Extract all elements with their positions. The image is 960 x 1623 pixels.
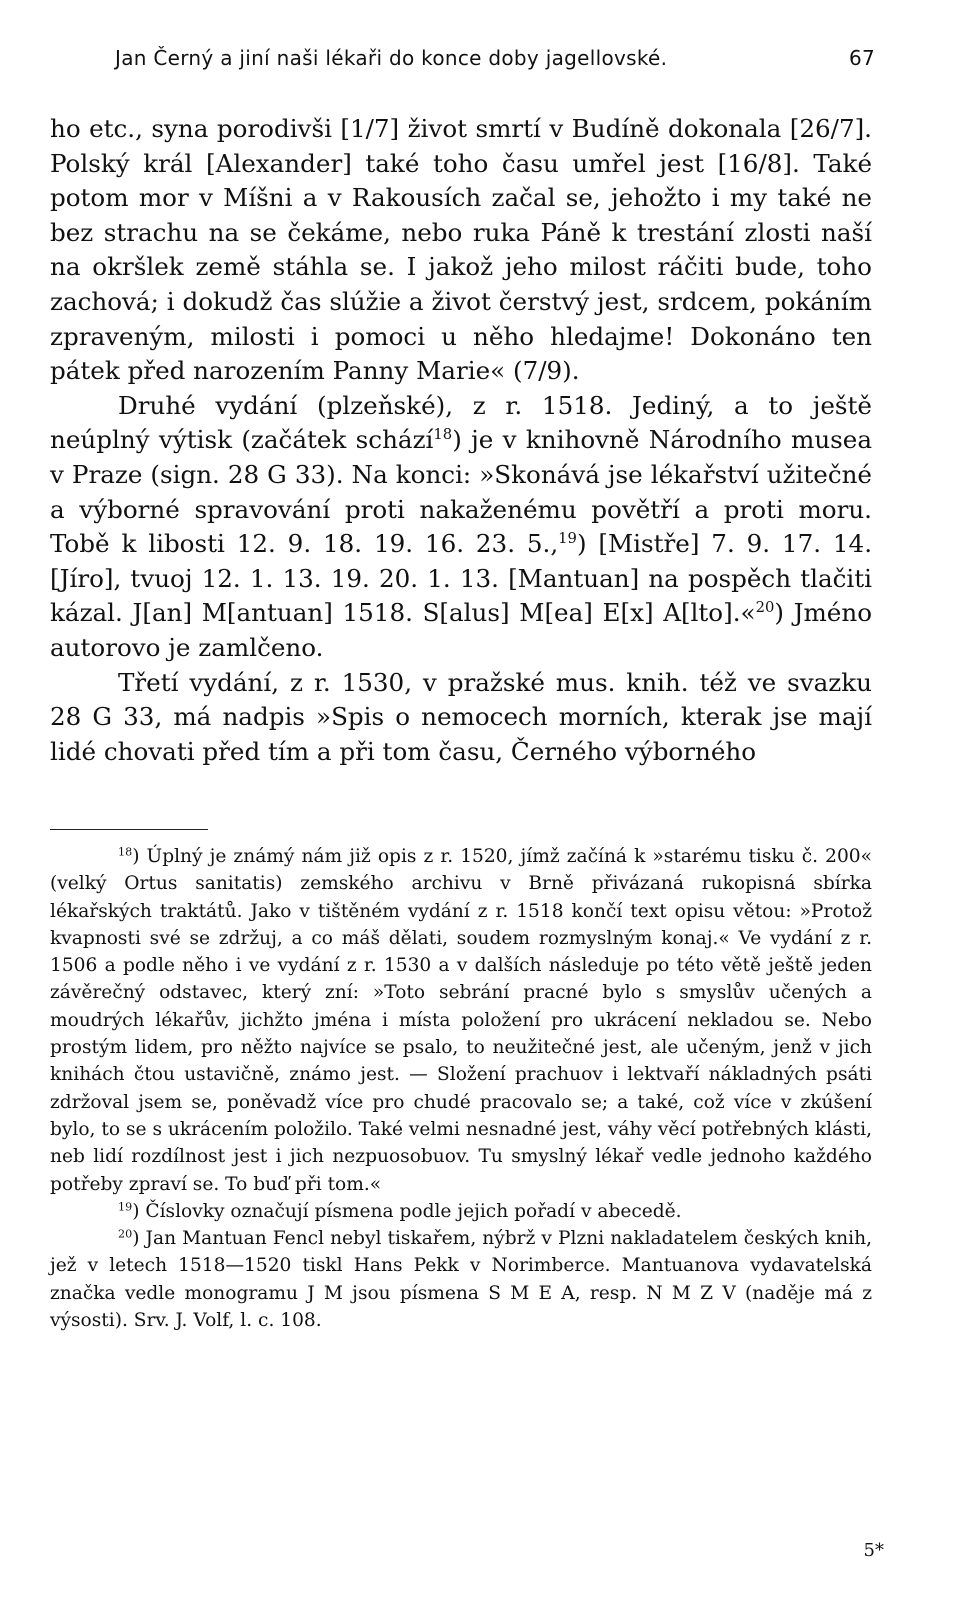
paragraph-third-edition: Třetí vydání, z r. 1530, v pražské mus. knih. též ve svazku 28 G 33, má nadpis »Spis o nemocech morních, kterak jse mají lidé chovati před tím a při tom času, Černého výborného <box>50 667 872 766</box>
footnote-mark: 19 <box>118 1200 133 1214</box>
text-run: ) je v knihovně Národního musea v Praze (sign. 28 G 33). Na konci: »Skonává jse lékařství užitečné a výborné spravování proti nakaženému povětří a proti moru. Tobě k libosti 12. 9. 18. 19. 16. 23. 5., <box>50 425 872 559</box>
footnote-18 <box>50 843 872 1198</box>
text-run: ) Jméno autorovo je zamlčeno. <box>50 598 872 662</box>
footnote-mark: 18 <box>118 845 133 859</box>
text-run: ) [Mistře] 7. 9. 17. 14. [Jíro], tvuoj 12. 1. 13. 19. 20. 1. 13. [Mantuan] na pospěch tlačiti kázal. J[an] M[antuan] 1518. S[alus] M[ea] E[x] A[lto].« <box>50 529 873 628</box>
footnote-ref-18: 18 <box>433 426 453 444</box>
footnote-text: ) Číslovky označují písmena podle jejich pořadí v abecedě. <box>132 1200 682 1222</box>
signature-mark: 5* <box>863 1540 884 1561</box>
text-run: Druhé vydání (plzeňské), z r. 1518. Jediný, a to ještě neúplný výtisk (začátek schází <box>50 390 872 455</box>
page-number: 67 <box>848 46 875 70</box>
footnote-ref-20: 20 <box>755 599 775 617</box>
footnote-text: ) Jan Mantuan Fencl nebyl tiskařem, nýbrž v Plzni nakladatelem českých knih, jež v letech 1518—1520 tiskl Hans Pekk v Norimberce. Mantuanova vydavatelská značka vedle monogramu J M jsou písmena S M E A, resp. N M Z V (naděje má z výsosti). Srv. J. Volf, l. c. 108. <box>50 1228 872 1332</box>
paragraph-continuation: ho etc., syna porodivši [1/7] život smrtí v Budíně dokonala [26/7]. Polský král [Alexander] také toho času umřel jest [16/8]. Také potom mor v Míšni a v Rakousích začal se, jehožto i my také ne bez strachu na se čekáme, nebo ruka Páně k trestání zlosti naší na okršlek země stáhla se. I jakož jeho milost ráčiti bude, toho zachová; i dokudž čas slúžie a život čerstvý jest, srdcem, pokáním zpraveným, milosti i pomoci u něho hledajme! Dokonáno ten pátek před narozením Panny Marie« (7/9). <box>50 114 872 386</box>
footnote-divider <box>50 829 208 830</box>
paragraph-second-edition <box>50 389 872 666</box>
footnote-20 <box>50 1225 872 1334</box>
footnote-text: ) Úplný je známý nám již opis z r. 1520, jímž začíná k »starému tisku č. 200« (velký Ortus sanitatis) zemského archivu v Brně přivázaná rukopisná sbírka lékařských traktátů. Jako v tištěném vydání z r. 1518 končí text opisu větou: »Protož kvapnosti své se zdržuj, a co máš dělati, soudem rozmyslným konaj.« Ve vydání z r. 1506 a podle něho i ve vydání z r. 1530 a v dalších následuje po této větě ještě jeden závěrečný odstavec, který zní: »Toto sebrání pracné bylo s smyslův učených a moudrých lékařův, jichžto jména i místa položení pro ukrácení nekladou se. Nebo prostým lidem, pro něžto najvíce se psalo, to neužitečné jest, ale učeným, jenž v jich knihách čtou ustavičně, známo jest. — Složení prachuov i lektvaří nákladných psáti zdržoval jsem se, poněvadž více pro chudé pracovalo se; a také, což více v zkúšení bylo, to se s ukrácením položilo. Také velmi nesnadné jest, váhy věcí potřebných klásti, neb lidí rozdílnost jest i jich nezpuosobuov. Tu smyslný lékař vedle jednoho každého potřeby zpraví se. To buď při tom.« <box>50 846 872 1195</box>
main-text <box>50 112 872 769</box>
footnote-19 <box>50 1198 872 1225</box>
footnote-ref-19: 19 <box>558 530 577 548</box>
running-title: Jan Černý a jiní naši lékaři do konce doby jagellovské. <box>115 46 668 70</box>
running-head <box>115 46 875 76</box>
footnote-mark: 20 <box>118 1227 133 1241</box>
footnotes <box>50 843 872 1334</box>
